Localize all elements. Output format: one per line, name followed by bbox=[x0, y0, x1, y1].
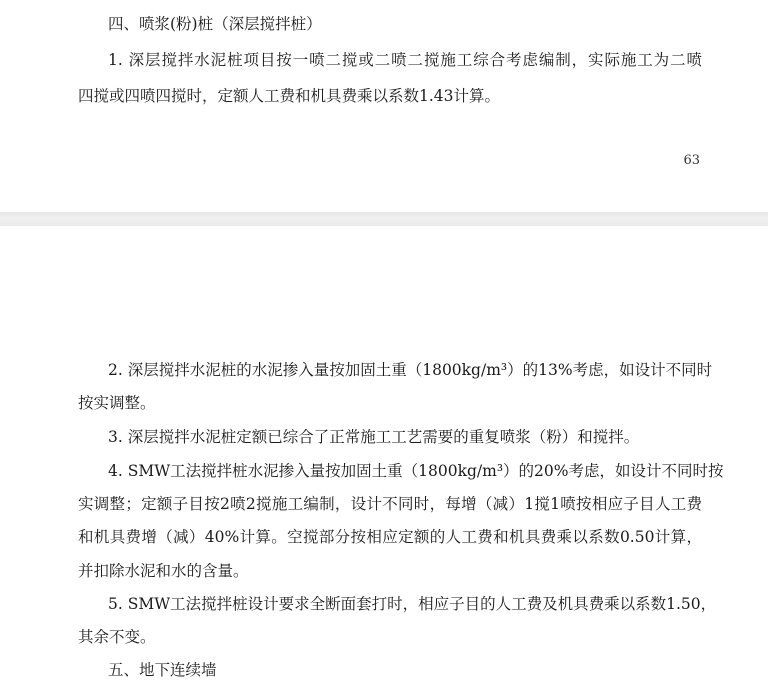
page-number: 63 bbox=[683, 153, 700, 168]
item-2-line-1: 2. 深层搅拌水泥桩的水泥掺入量按加固土重（1800kg/m³）的13%考虑，如设计不同时 bbox=[108, 361, 713, 379]
section-heading-diaphragm-wall: 五、地下连续墙 bbox=[108, 661, 217, 679]
item-2-line-2: 按实调整。 bbox=[78, 394, 156, 412]
item-1-line-1: 1. 深层搅拌水泥桩项目按一喷二搅或二喷二搅施工综合考虑编制，实际施工为二喷 bbox=[108, 51, 702, 69]
item-1-line-2: 四搅或四喷四搅时，定额人工费和机具费乘以系数1.43计算。 bbox=[78, 87, 501, 105]
item-3-line-1: 3. 深层搅拌水泥桩定额已综合了正常施工工艺需要的重复喷浆（粉）和搅拌。 bbox=[108, 428, 640, 446]
document-page-upper bbox=[0, 0, 768, 212]
item-4-line-2: 实调整；定额子目按2喷2搅施工编制，设计不同时，每增（减）1搅1喷按相应子目人工费 bbox=[78, 495, 702, 513]
item-4-line-1: 4. SMW工法搅拌桩水泥掺入量按加固土重（1800kg/m³）的20%考虑，如设计不同时按 bbox=[108, 462, 724, 480]
item-5-line-2: 其余不变。 bbox=[78, 628, 156, 646]
item-4-line-4: 并扣除水泥和水的含量。 bbox=[78, 562, 249, 580]
item-4-line-3: 和机具费增（减）40%计算。空搅部分按相应定额的人工费和机具费乘以系数0.50计算， bbox=[78, 528, 702, 546]
page-separator bbox=[0, 212, 768, 226]
section-heading-jet-grout-pile: 四、喷浆(粉)桩（深层搅拌桩） bbox=[108, 15, 322, 33]
item-5-line-1: 5. SMW工法搅拌桩设计要求全断面套打时，相应子目的人工费及机具费乘以系数1.50， bbox=[108, 595, 717, 613]
document-page-lower bbox=[0, 226, 768, 684]
